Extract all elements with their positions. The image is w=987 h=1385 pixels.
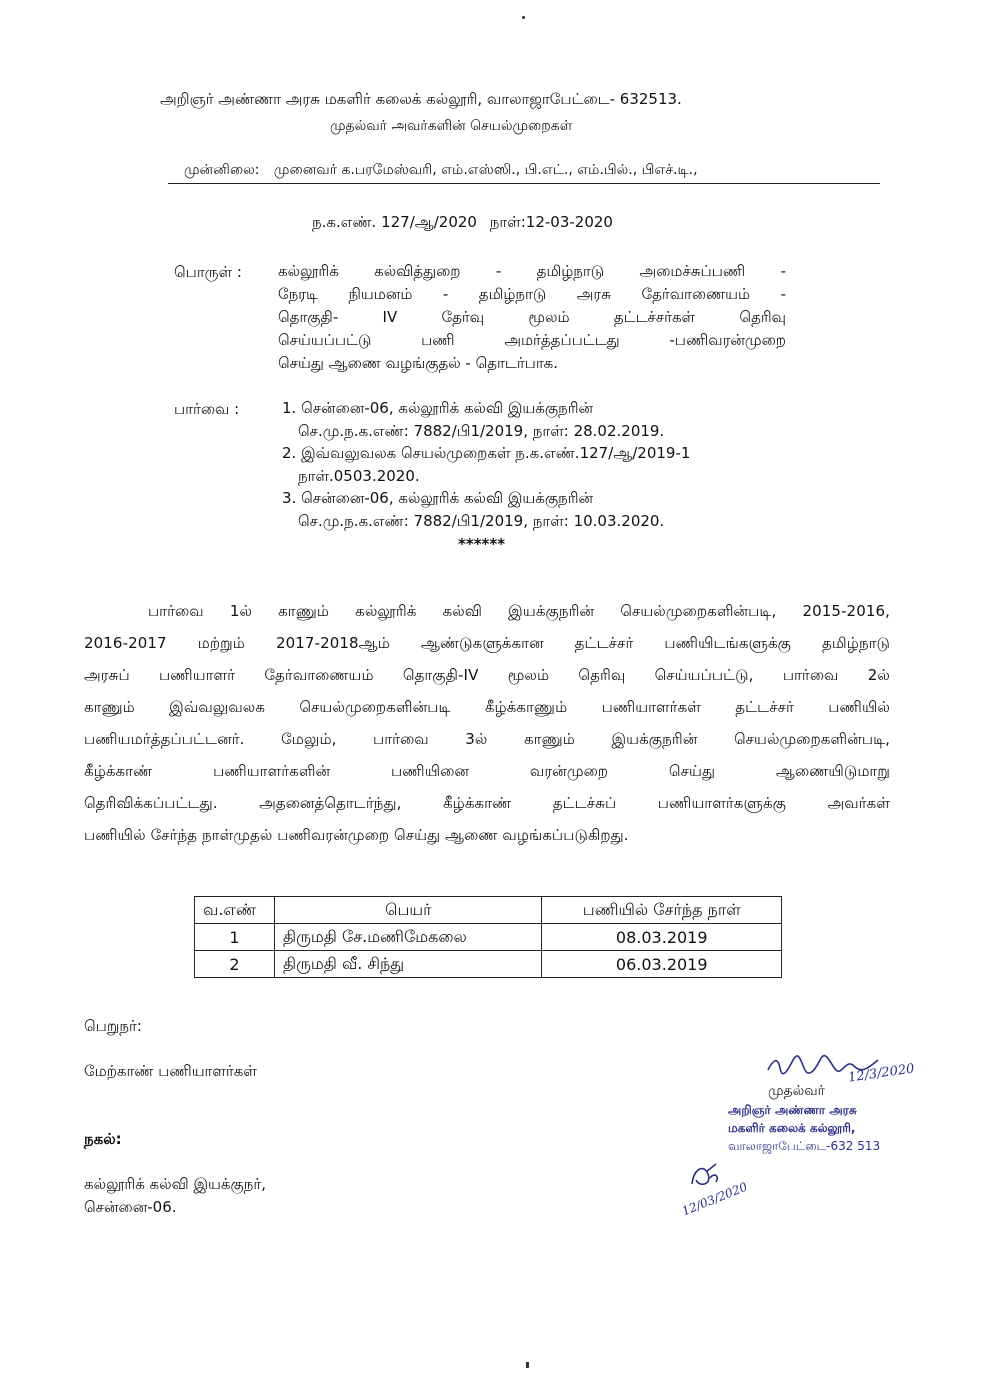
seal-line: வாலாஜாபேட்டை-632 513 <box>728 1139 881 1153</box>
scan-mark-top <box>522 16 525 19</box>
table-header-date: பணியில் சேர்ந்த நாள் <box>542 897 782 924</box>
reference-item-detail: செ.மு.ந.க.எண்: 7882/பி1/2019, நாள்: 10.03.2020. <box>298 511 665 530</box>
body-line: பணியில் சேர்ந்த நாள்முதல் பணிவரன்முறை செய்து ஆணை வழங்கப்படுகிறது. <box>84 826 629 844</box>
subject-line: செய்யப்பட்டு பணி அமர்த்தப்பட்டது -பணிவரன்முறை <box>278 331 786 349</box>
copy-label: நகல்: <box>84 1130 122 1148</box>
table-cell-date: 06.03.2019 <box>542 951 782 978</box>
body-line: தெரிவிக்கப்பட்டது. அதனைத்தொடர்ந்து, கீழ்க்காண் தட்டச்சுப் பணியாளர்களுக்கு அவர்கள் <box>84 794 890 812</box>
presence-line <box>184 162 698 180</box>
header-rule <box>168 183 880 184</box>
subject-line: கல்லூரிக் கல்வித்துறை - தமிழ்நாடு அமைச்சுப்பணி - <box>278 262 786 280</box>
reference-item-detail: நாள்.0503.2020. <box>298 466 420 485</box>
table-header-serial: வ.எண் <box>195 897 275 924</box>
body-line: காணும் இவ்வலுவலக செயல்முறைகளின்படி கீழ்க்காணும் பணியாளர்கள் தட்டச்சர் பணியில் <box>84 698 890 716</box>
reference-item: 3. சென்னை-06, கல்லூரிக் கல்வி இயக்குநரின் <box>282 489 594 507</box>
body-line: கீழ்க்காண் பணியாளர்களின் பணியினை வரன்முறை செய்து ஆணையிடுமாறு <box>84 762 890 780</box>
subject-label: பொருள் : <box>174 263 242 281</box>
table-cell-name: திருமதி சே.மணிமேகலை <box>274 924 542 951</box>
staff-table <box>194 896 782 978</box>
reference-item: 1. சென்னை-06, கல்லூரிக் கல்வி இயக்குநரின் <box>282 399 594 417</box>
college-name: அறிஞர் அண்ணா அரசு மகளிர் கலைக் கல்லூரி, வாலாஜாபேட்டை- 632513. <box>160 90 682 108</box>
reference-number: ந.க.எண். 127/ஆ/2020 <box>312 213 477 231</box>
handwritten-date: 12/3/2020 <box>847 1061 916 1086</box>
presence-label: முன்னிலை: <box>184 162 260 178</box>
table-cell-date: 08.03.2019 <box>542 924 782 951</box>
body-line: பணியமர்த்தப்பட்டனர். மேலும், பார்வை 3ல் காணும் இயக்குநரின் செயல்முறைகளின்படி, <box>84 730 890 748</box>
body-line: அரசுப் பணியாளர் தேர்வாணையம் தொகுதி-IV மூலம் தெரிவு செய்யப்பட்டு, பார்வை 2ல் <box>84 666 890 684</box>
recipient-label: பெறுநர்: <box>84 1017 142 1035</box>
recipient-value: மேற்காண் பணியாளர்கள் <box>84 1062 257 1080</box>
initial-date: 12/03/2020 <box>679 1179 750 1219</box>
copy-line: கல்லூரிக் கல்வி இயக்குநர், <box>84 1175 266 1193</box>
subject-line: தொகுதி- IV தேர்வு மூலம் தட்டச்சர்கள் தெரிவு <box>278 308 786 326</box>
scan-mark-bottom <box>526 1362 529 1368</box>
body-line: 2016-2017 மற்றும் 2017-2018ஆம் ஆண்டுகளுக்கான தட்டச்சர் பணியிடங்களுக்கு தமிழ்நாடு <box>84 634 890 652</box>
seal-line: மகளிர் கலைக் கல்லூரி, <box>728 1121 856 1135</box>
proceedings-subtitle: முதல்வர் அவர்களின் செயல்முறைகள் <box>330 118 573 134</box>
table-header-name: பெயர் <box>274 897 542 924</box>
section-separator: ****** <box>458 535 506 553</box>
references-list <box>282 397 782 532</box>
seal-line: அறிஞர் அண்ணா அரசு <box>728 1103 857 1117</box>
table-cell-serial: 2 <box>195 951 275 978</box>
reference-item: 2. இவ்வலுவலக செயல்முறைகள் ந.க.எண்.127/ஆ/2019-1 <box>282 444 691 462</box>
references-label: பார்வை : <box>174 400 240 418</box>
copy-line: சென்னை-06. <box>84 1198 177 1216</box>
presence-value: முனைவர் க.பரமேஸ்வரி, எம்.எஸ்ஸி., பி.எட்., எம்.பில்., பிஎச்.டி., <box>273 162 698 178</box>
body-paragraph <box>84 595 890 851</box>
table-row <box>195 924 782 951</box>
body-line: பார்வை 1ல் காணும் கல்லூரிக் கல்வி இயக்குநரின் செயல்முறைகளின்படி, 2015-2016, <box>148 602 890 620</box>
subject-line: நேரடி நியமனம் - தமிழ்நாடு அரசு தேர்வாணையம் - <box>278 285 786 303</box>
table-cell-serial: 1 <box>195 924 275 951</box>
table-cell-name: திருமதி வீ. சிந்து <box>274 951 542 978</box>
reference-item-detail: செ.மு.ந.க.எண்: 7882/பி1/2019, நாள்: 28.02.2019. <box>298 421 665 440</box>
signature-designation: முதல்வர் <box>768 1083 825 1099</box>
reference-number-line <box>312 213 613 233</box>
subject-line: செய்து ஆணை வழங்குதல் - தொடர்பாக. <box>278 354 559 372</box>
college-seal <box>728 1101 880 1155</box>
reference-date: நாள்:12-03-2020 <box>489 213 613 231</box>
table-header-row <box>195 897 782 924</box>
table-row <box>195 951 782 978</box>
subject-text <box>278 260 786 375</box>
